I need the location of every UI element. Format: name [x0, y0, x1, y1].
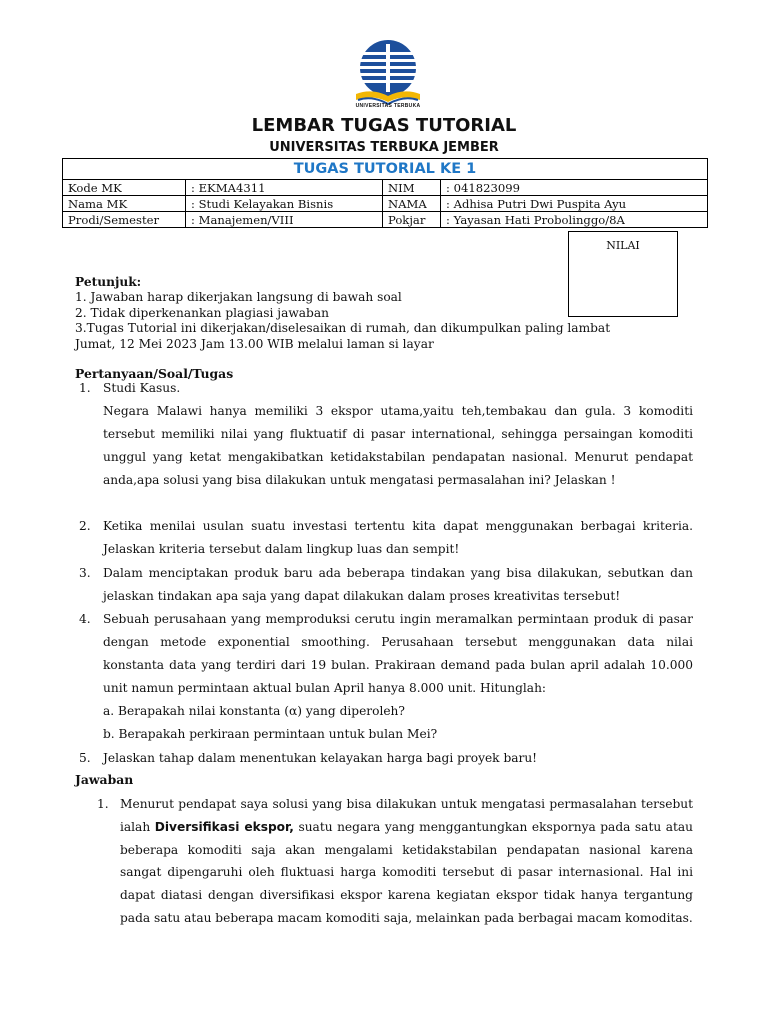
value-kode-mk: : EKMA4311: [186, 180, 383, 196]
question-number: 3.: [79, 566, 91, 580]
question-text: Sebuah perusahaan yang memproduksi cerutu ingin meramalkan permintaan produk di pasar dengan metode exponential smoothing. Perusahaan tersebut menggunakan data nilai konstanta data yang terdiri dari 19 bulan. Prakiraan demand pada bulan april adalah 10.000 unit namun permintaan aktual bulan April hanya 8.000 unit. Hitunglah:: [103, 612, 693, 695]
question-number: 1.: [79, 381, 91, 395]
question-text: Jelaskan tahap dalam menentukan kelayakan harga bagi proyek baru!: [103, 751, 538, 765]
table-row: [63, 212, 708, 228]
table-row: [63, 180, 708, 196]
value-pokjar: : Yayasan Hati Probolinggo/8A: [441, 212, 708, 228]
question-sub-a: a. Berapakah nilai konstanta (α) yang diperoleh?: [103, 704, 405, 718]
tutorial-heading: TUGAS TUTORIAL KE 1: [63, 159, 708, 180]
question-4: [103, 608, 693, 746]
question-number: 2.: [79, 519, 91, 533]
value-nim: : 041823099: [441, 180, 708, 196]
value-nama: : Adhisa Putri Dwi Puspita Ayu: [441, 196, 708, 212]
value-prodi: : Manajemen/VIII: [186, 212, 383, 228]
questions-heading: Pertanyaan/Soal/Tugas: [75, 366, 234, 381]
question-text: Dalam menciptakan produk baru ada beberapa tindakan yang bisa dilakukan, sebutkan dan jelaskan tindakan apa saja yang dapat dilakukan dalam proses kreativitas tersebut!: [103, 566, 693, 603]
instruction-line: 1. Jawaban harap dikerjakan langsung di bawah soal: [75, 290, 402, 305]
label-pokjar: Pokjar: [383, 212, 441, 228]
page-title: LEMBAR TUGAS TUTORIAL: [251, 115, 517, 136]
instruction-line: Jumat, 12 Mei 2023 Jam 13.00 WIB melalui laman si layar: [75, 336, 434, 351]
question-sub-b: b. Berapakah perkiraan permintaan untuk bulan Mei?: [103, 727, 438, 741]
label-nama: NAMA: [383, 196, 441, 212]
label-nama-mk: Nama MK: [63, 196, 186, 212]
question-text: Ketika menilai usulan suatu investasi tertentu kita dapat menggunakan berbagai kriteria. Jelaskan kriteria tersebut dalam lingkup luas dan sempit!: [103, 519, 693, 556]
question-title: Studi Kasus.: [103, 381, 181, 395]
instructions: [75, 275, 695, 352]
question-text: Negara Malawi hanya memiliki 3 ekspor utama,yaitu teh,tembakau dan gula. 3 komoditi tersebut memiliki nilai yang fluktuatif di pasar international, sehingga persaingan komoditi unggul yang ketat mengakibatkan ketidakstabilan pendapatan nasional. Menurut pendapat anda,apa solusi yang bisa dilakukan untuk mengatasi permasalahan ini? Jelaskan !: [103, 404, 693, 487]
instruction-line: 3.Tugas Tutorial ini dikerjakan/diselesaikan di rumah, dan dikumpulkan paling lambat: [75, 321, 611, 336]
question-number: 5.: [79, 751, 91, 765]
answers-heading: Jawaban: [75, 772, 134, 787]
table-row: [63, 196, 708, 212]
answer-number: 1.: [97, 797, 109, 811]
instructions-heading: Petunjuk:: [75, 275, 142, 289]
instruction-line: 2. Tidak diperkenankan plagiasi jawaban: [75, 305, 329, 320]
page-subtitle: UNIVERSITAS TERBUKA JEMBER: [269, 140, 499, 155]
answer-1: [120, 793, 693, 930]
question-number: 4.: [79, 612, 91, 626]
question-1: [103, 377, 693, 492]
student-info-table: [62, 158, 708, 228]
label-nim: NIM: [383, 180, 441, 196]
answer-bold-term: Diversifikasi ekspor,: [154, 819, 294, 834]
answer-text: suatu negara yang menggantungkan ekspornya pada satu atau beberapa komoditi saja akan mengalami ketidakstabilan pendapatan nasional karena sangat dipengaruhi oleh fluktuasi harga komoditi tersebut di pasar internasional. Hal ini dapat diatasi dengan diversifikasi ekspor karena kegiatan ekspor tidak hanya tergantung pada satu atau beberapa macam komoditi saja, melainkan pada berbagai macam komoditas.: [120, 819, 693, 925]
value-nama-mk: : Studi Kelayakan Bisnis: [186, 196, 383, 212]
answer-text: Menurut pendapat saya solusi yang bisa dilakukan untuk mengatasi permasalahan tersebut ialah: [120, 797, 693, 834]
label-prodi: Prodi/Semester: [63, 212, 186, 228]
label-kode-mk: Kode MK: [63, 180, 186, 196]
logo-caption: UNIVERSITAS TERBUKA: [355, 103, 421, 109]
nilai-label: NILAI: [606, 239, 640, 252]
